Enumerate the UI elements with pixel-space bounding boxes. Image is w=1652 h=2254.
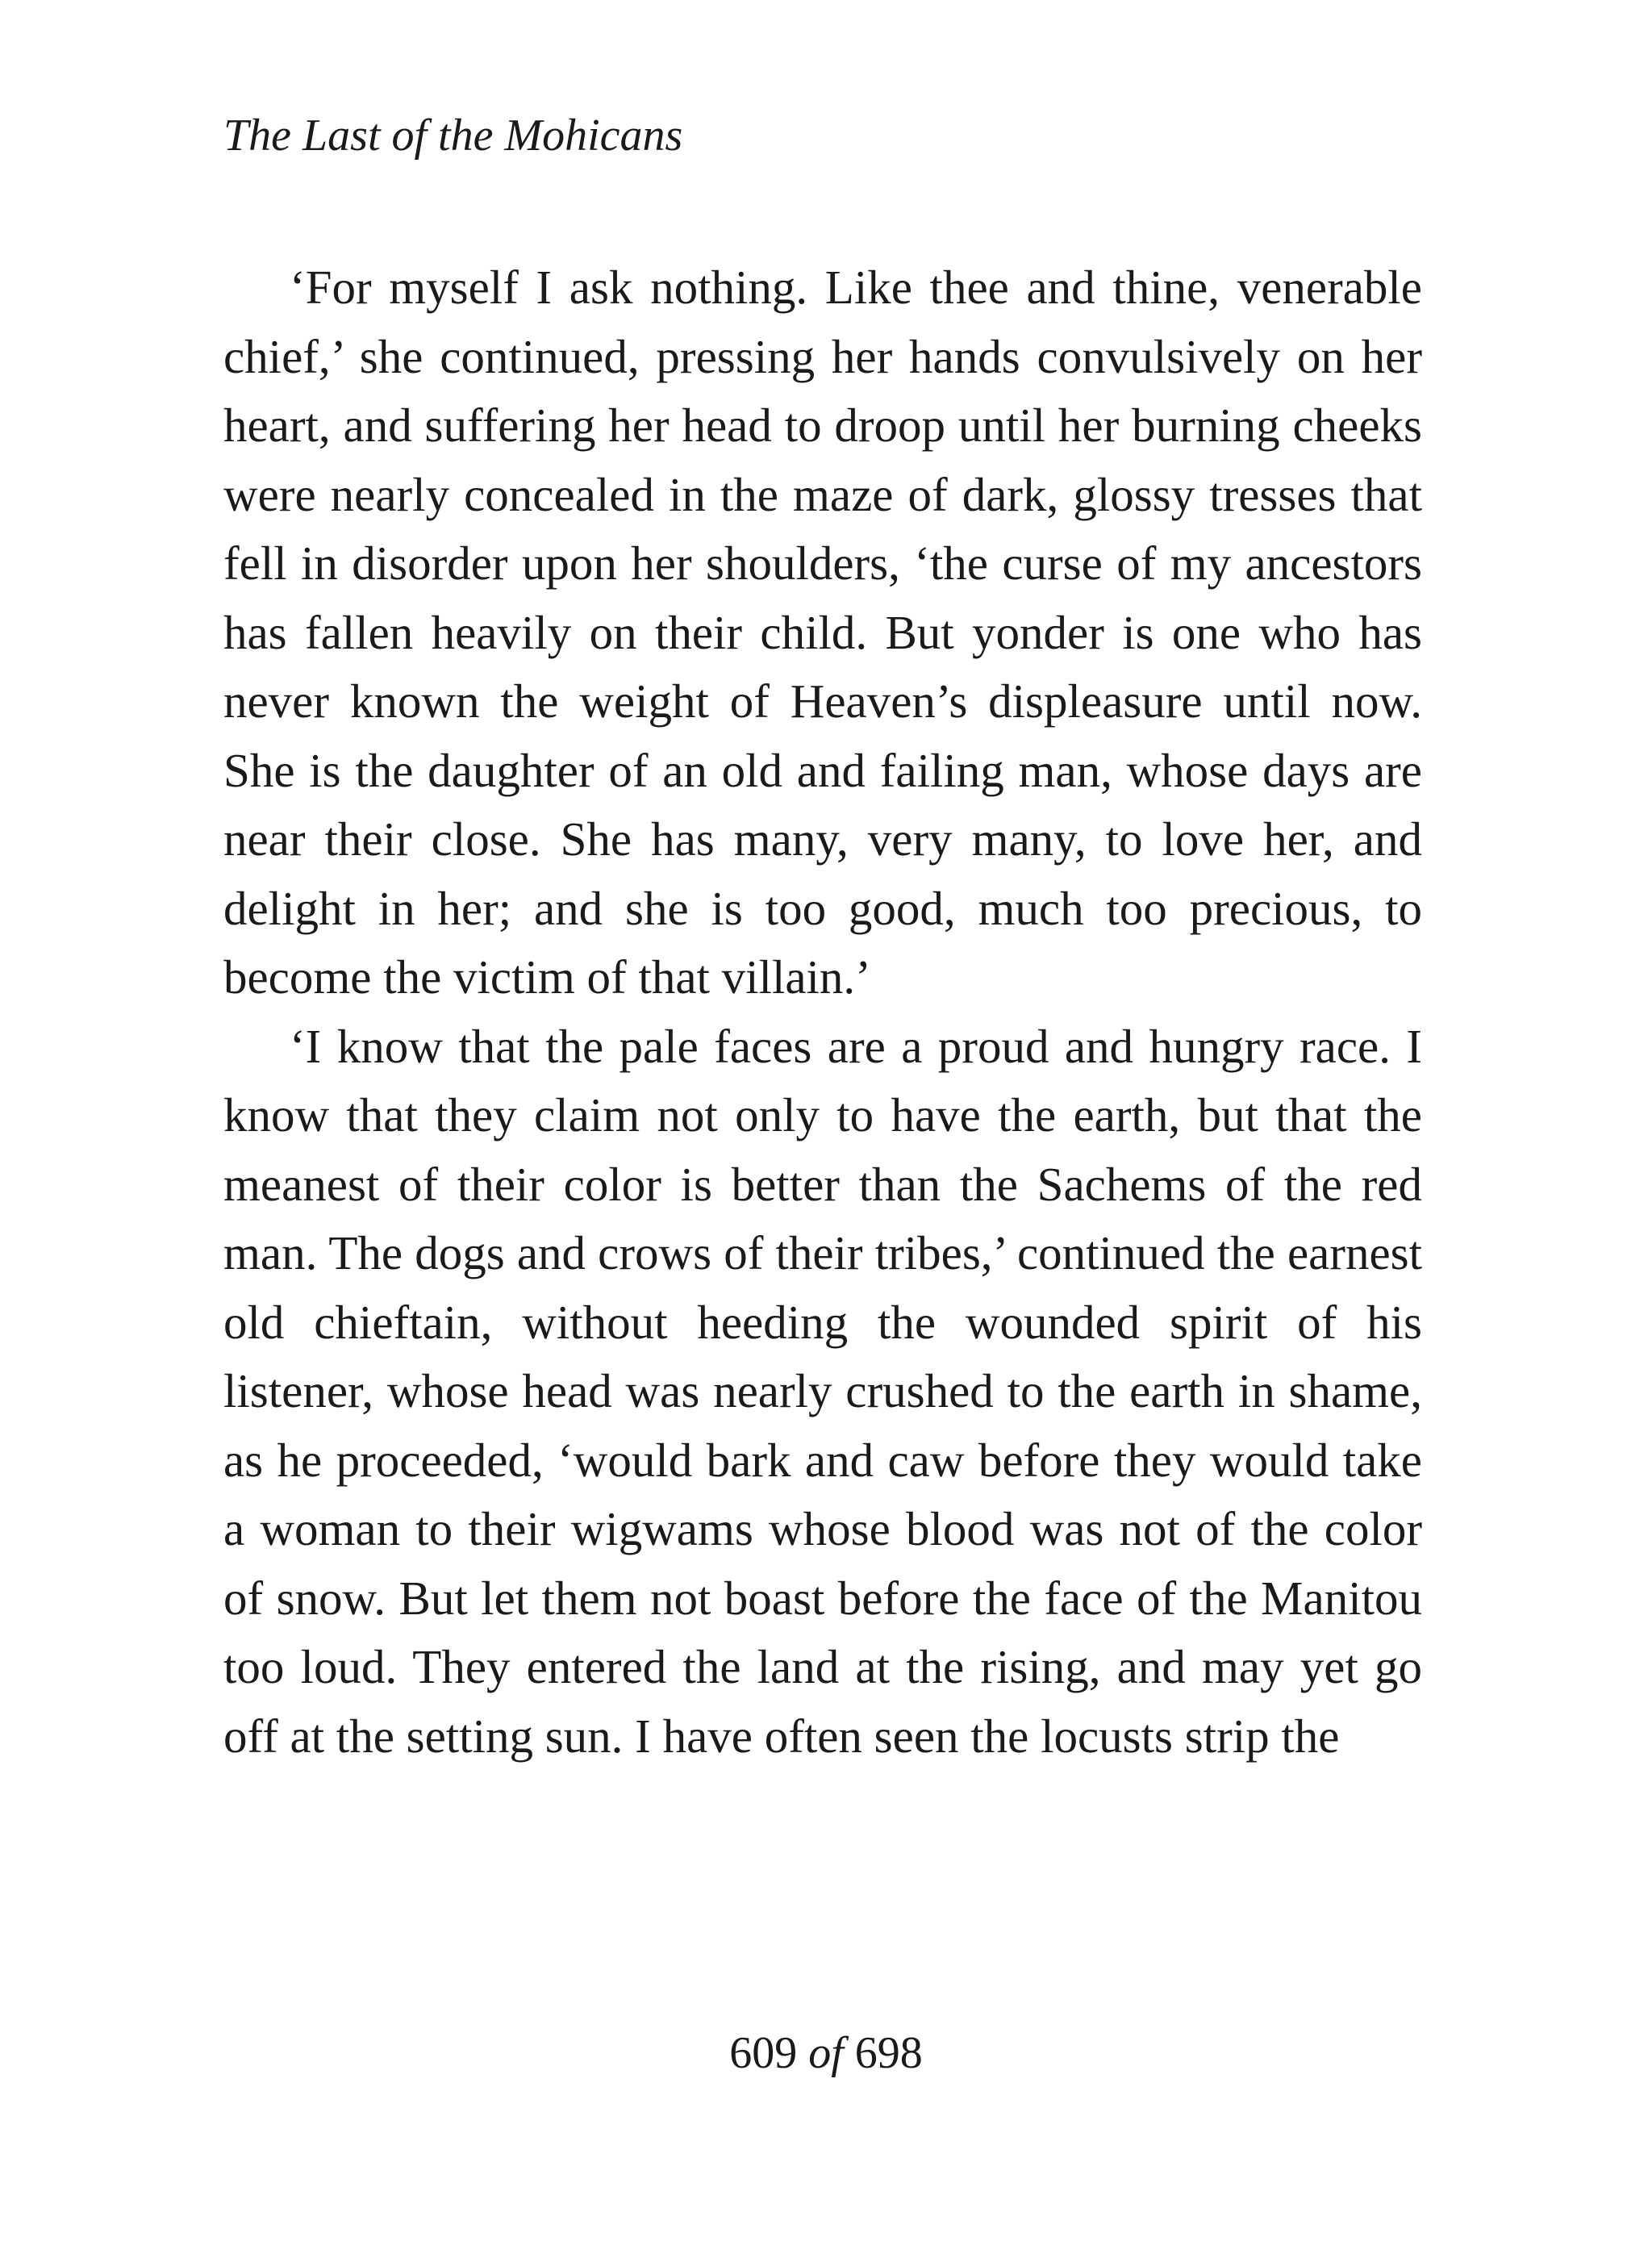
current-page-number: 609 bbox=[729, 2028, 798, 2078]
page-body bbox=[223, 253, 1422, 1771]
paragraph: ‘For myself I ask nothing. Like thee and thine, venerable chief,’ she continued, pressing her hands convulsively on her heart, and suffering her head to droop until her burning cheeks were nearly concealed in the maze of dark, glossy tresses that fell in disorder upon her shoulders, ‘the curse of my ancestors has fallen heavily on their child. But yonder is one who has never known the weight of Heaven’s displeasure until now. She is the daughter of an old and failing man, whose days are near their close. She has many, very many, to love her, and delight in her; and she is too good, much too precious, to become the victim of that villain.’ bbox=[223, 261, 1422, 1004]
page-of-label: of bbox=[808, 2028, 844, 2078]
page-number bbox=[0, 2021, 1652, 2085]
paragraph: ‘I know that the pale faces are a proud and hungry race. I know that they claim not only to have the earth, but that the meanest of their color is better than the Sachems of the red man. The dogs and crows of their tribes,’ continued the earnest old chieftain, without heeding the wounded spirit of his listener, whose head was nearly crushed to the earth in shame, as he proceeded, ‘would bark and caw before they would take a woman to their wigwams whose blood was not of the color of snow. But let them not boast before the face of the Manitou too loud. They entered the land at the rising, and may yet go off at the setting sun. I have often seen the locusts strip the bbox=[223, 1019, 1422, 1763]
total-page-count: 698 bbox=[854, 2028, 923, 2078]
running-title: The Last of the Mohicans bbox=[223, 111, 683, 161]
